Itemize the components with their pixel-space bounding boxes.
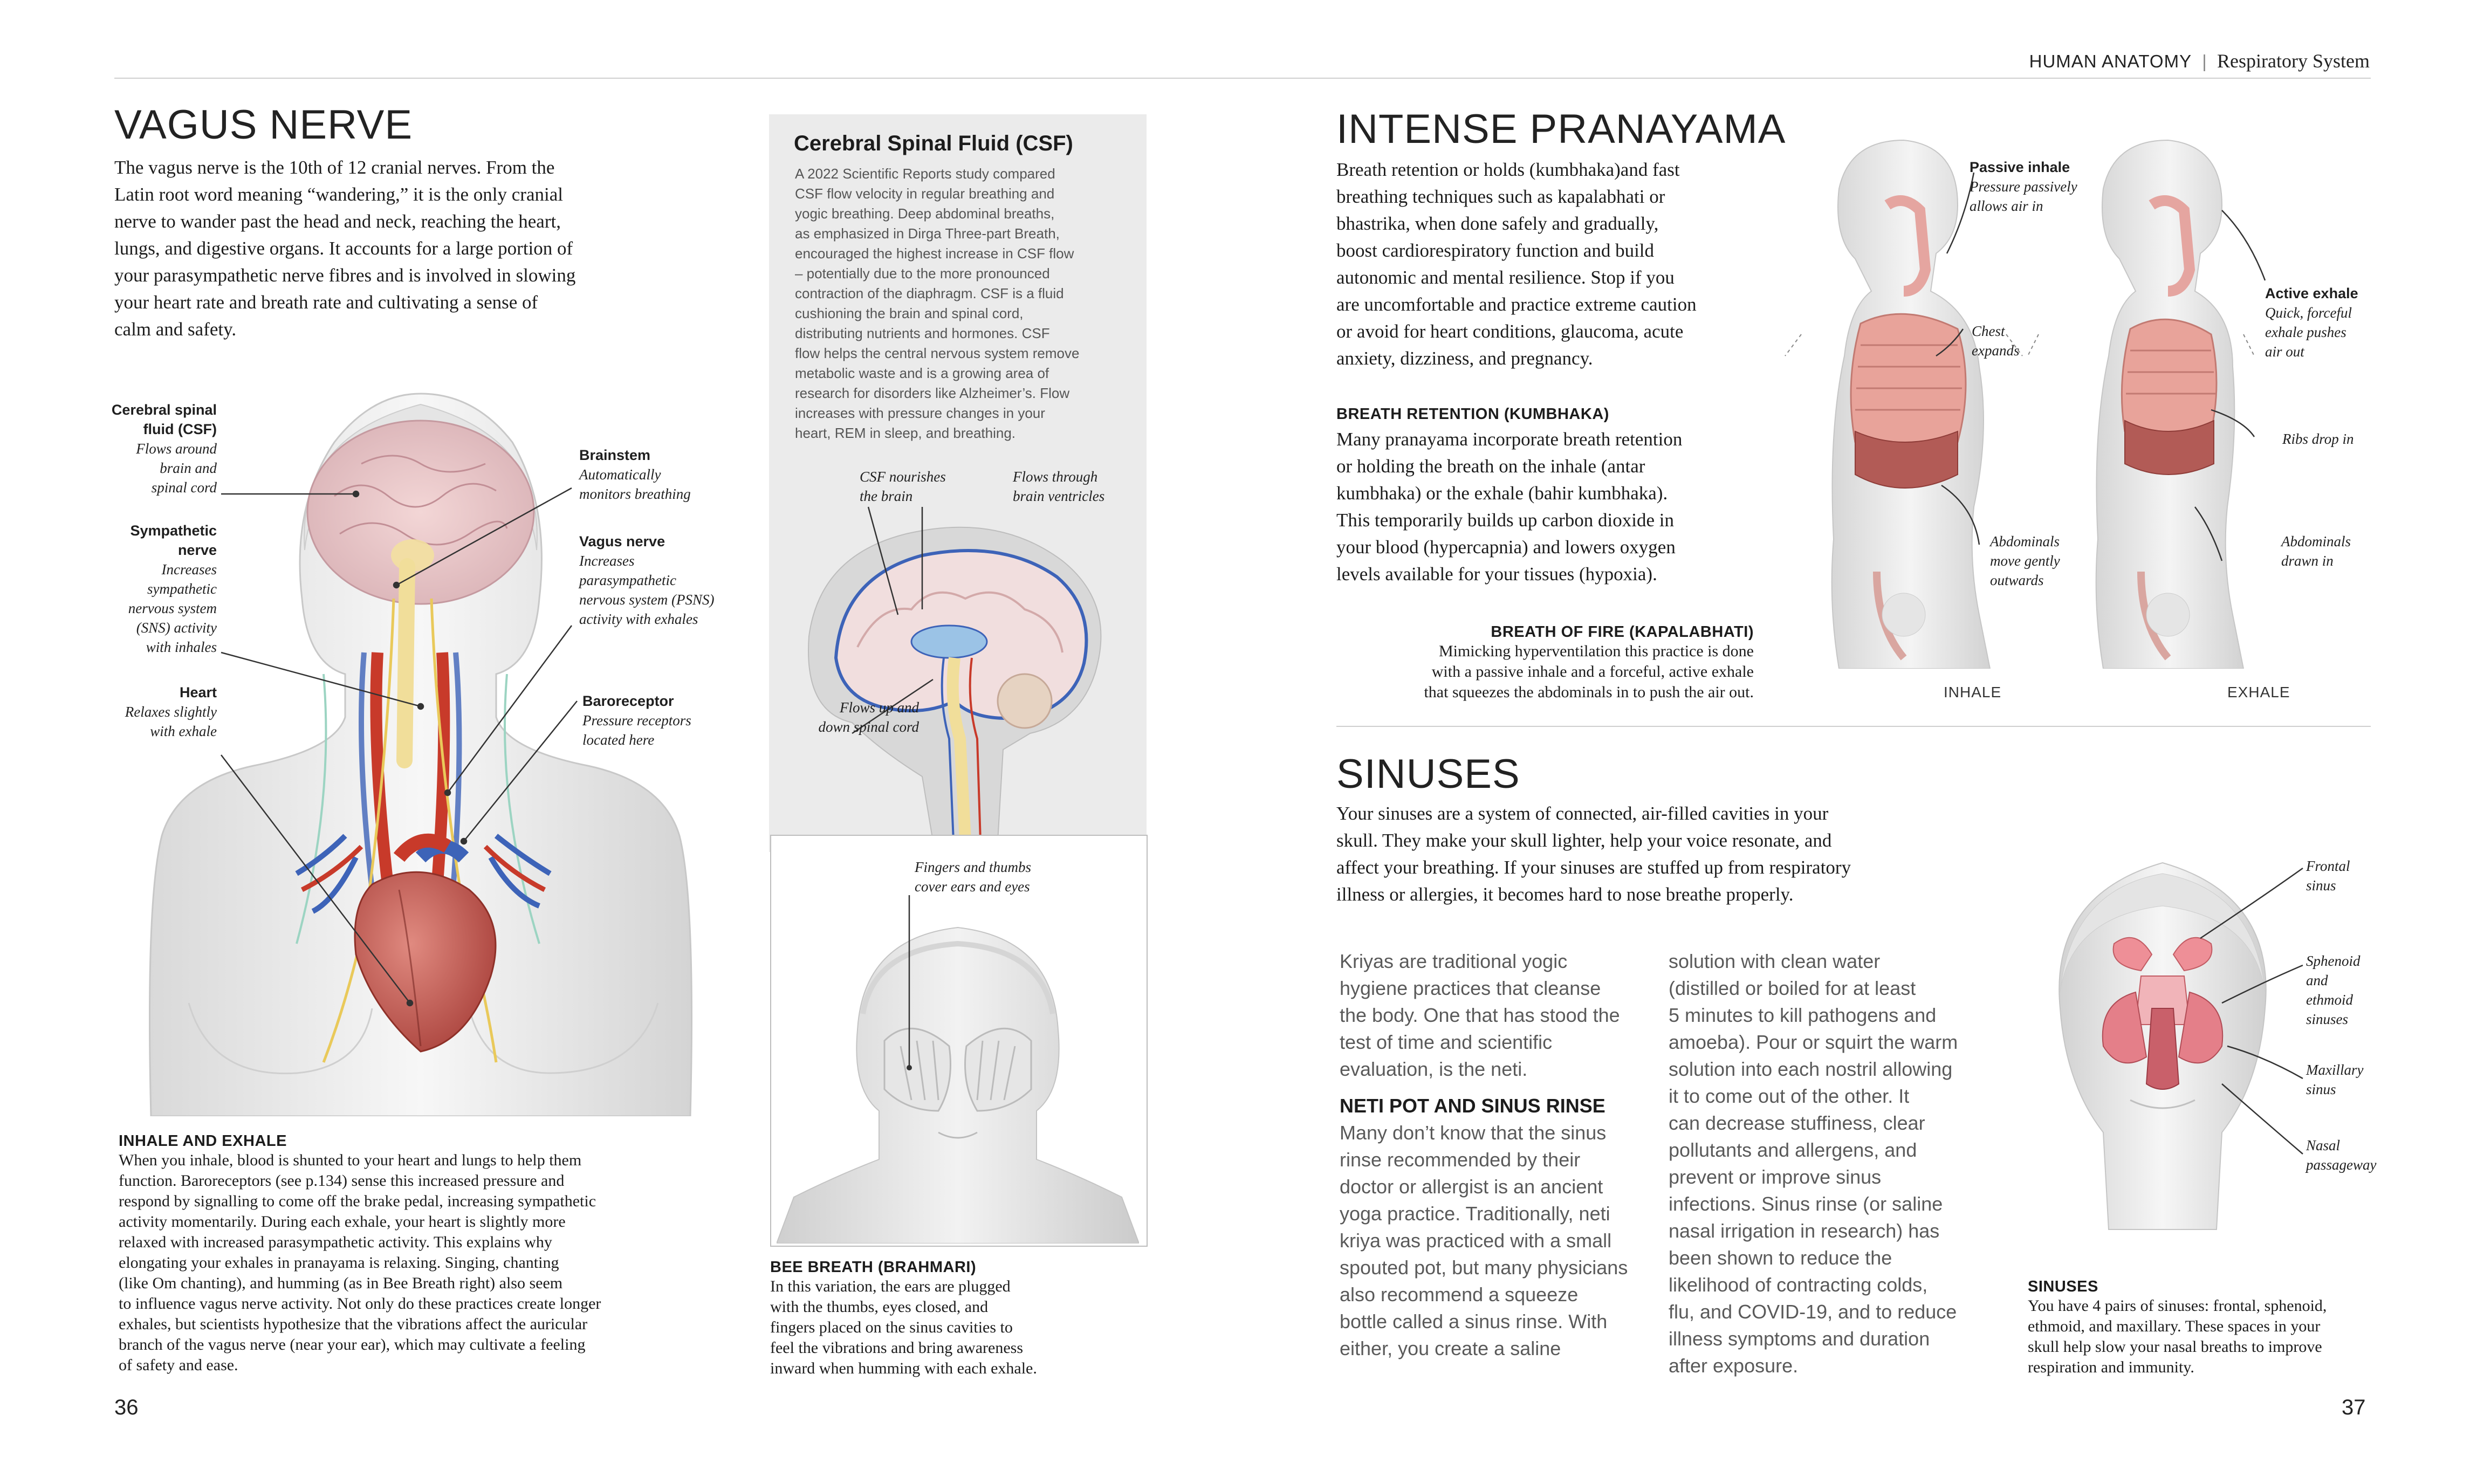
fire-line: that squeezes the abdominals in to push the air out. [1424, 683, 1754, 701]
label-line: sinus [2306, 877, 2336, 894]
header-section: HUMAN ANATOMY [2029, 51, 2192, 71]
sinuses-title: SINUSES [1336, 751, 1520, 797]
label-bold: Heart [179, 684, 217, 700]
pranayama-line: Breath retention or holds (kumbhaka)and fast [1336, 159, 1680, 180]
label-italic: Increases [161, 561, 217, 578]
csf-line: flow helps the central nervous system remove [795, 345, 1080, 361]
label-italic: with inhales [146, 639, 217, 655]
sinuses-line: affect your breathing. If your sinuses are stuffed up from respiratory [1336, 857, 1851, 878]
label-csf-ventricles [1013, 467, 1104, 506]
bee-line: inward when humming with each exhale. [770, 1359, 1037, 1377]
bee-line: In this variation, the ears are plugged [770, 1277, 1011, 1295]
kriya-line: amoeba). Pour or squirt the warm [1669, 1031, 1958, 1053]
sinuses-caption-text [2028, 1296, 2378, 1378]
csf-title: Cerebral Spinal Fluid (CSF) [794, 132, 1073, 155]
neti-line: bottle called a sinus rinse. With [1340, 1310, 1608, 1332]
label-line: CSF nourishes [860, 469, 946, 485]
pranayama-line: breathing techniques such as kapalabhati or [1336, 186, 1665, 207]
label-italic: Relaxes slightly [125, 704, 217, 720]
csf-line: encouraged the highest increase in CSF flow [795, 245, 1074, 262]
sinuses-caption-line: skull help slow your nasal breaths to improve [2028, 1338, 2322, 1356]
retention-line: levels available for your tissues (hypoxia). [1336, 564, 1657, 585]
kriya-column-1 [1340, 948, 1658, 1362]
label-line: Chest [1972, 323, 2005, 339]
page-number-right: 37 [2342, 1396, 2366, 1419]
inhale-exhale-line: to influence vagus nerve activity. Not only do these practices create longer [119, 1295, 601, 1313]
kriya-line: after exposure. [1669, 1355, 1799, 1377]
bee-breath-illustration [777, 906, 1139, 1243]
csf-line: cushioning the brain and spinal cord, [795, 305, 1024, 321]
inhale-exhale-line: function. Baroreceptors (see p.134) sense this increased pressure and [119, 1172, 565, 1190]
vagus-line: calm and safety. [114, 319, 237, 340]
csf-line: A 2022 Scientific Reports study compared [795, 166, 1055, 182]
label-italic: nervous system (PSNS) [579, 592, 715, 608]
label-italic: Quick, forceful [2265, 305, 2352, 321]
sinuses-line: skull. They make your skull lighter, help your voice resonate, and [1336, 830, 1832, 851]
label-italic: nervous system [128, 600, 217, 616]
inhale-exhale-text [119, 1150, 760, 1376]
label-passive-inhale [1970, 157, 2077, 216]
inhale-exhale-line: elongating your exhales in pranayama is relaxing. Singing, chanting [119, 1254, 559, 1272]
label-bold: Vagus nerve [579, 533, 665, 549]
label-bold: Cerebral spinal [111, 402, 217, 418]
label-chest-expands [1972, 321, 2019, 360]
label-frontal-sinus [2306, 856, 2350, 895]
kriya-column-2 [1669, 948, 1992, 1379]
inhale-exhale-line: branch of the vagus nerve (near your ear), which may cultivate a feeling [119, 1336, 586, 1354]
label-italic: located here [582, 732, 655, 748]
label-italic: Pressure receptors [582, 712, 691, 729]
kriya-line: it to come out of the other. It [1669, 1085, 1910, 1107]
csf-line: heart, REM in sleep, and breathing. [795, 425, 1016, 441]
label-line: down spinal cord [818, 719, 919, 735]
label-line: passageway [2306, 1157, 2377, 1173]
sinuses-line: illness or allergies, it becomes hard to nose breathe properly. [1336, 884, 1794, 905]
inhale-exhale-line: relaxed with increased parasympathetic activity. This explains why [119, 1233, 552, 1251]
kriya-line: (distilled or boiled for at least [1669, 977, 1916, 999]
csf-line: CSF flow velocity in regular breathing and [795, 186, 1055, 202]
label-brainstem [579, 445, 763, 504]
fire-heading: BREATH OF FIRE (KAPALABHATI) [1491, 623, 1754, 641]
label-italic: Automatically [579, 466, 661, 483]
label-line: cover ears and eyes [915, 878, 1030, 895]
retention-body [1336, 426, 1800, 588]
neti-line: yoga practice. Traditionally, neti [1340, 1203, 1610, 1225]
kriya-line: Kriyas are traditional yogic [1340, 950, 1568, 972]
csf-line: – potentially due to the more pronounced [795, 265, 1050, 281]
sinuses-caption-heading: SINUSES [2028, 1278, 2098, 1295]
sinuses-line: Your sinuses are a system of connected, air-filled cavities in your [1336, 803, 1829, 824]
label-italic: spinal cord [151, 479, 217, 496]
sinuses-caption-line: respiration and immunity. [2028, 1358, 2194, 1376]
label-vagus-nerve [579, 532, 763, 629]
label-heart [43, 683, 217, 741]
label-line: Frontal [2306, 858, 2350, 874]
sinuses-caption [2028, 1278, 2378, 1378]
label-line: sinus [2306, 1081, 2336, 1097]
fire-line: Mimicking hyperventilation this practice is done [1438, 642, 1754, 660]
label-bold: Sympathetic [130, 523, 217, 539]
label-italic: (SNS) activity [136, 620, 217, 636]
bee-heading: BEE BREATH (BRAHMARI) [770, 1259, 977, 1276]
label-line: Maxillary [2306, 1062, 2364, 1078]
vagus-line: nerve to wander past the head and neck, reaching the heart, [114, 211, 561, 232]
vagus-line: lungs, and digestive organs. It accounts for a large portion of [114, 238, 573, 259]
vagus-line: The vagus nerve is the 10th of 12 cranial nerves. From the [114, 157, 555, 178]
label-italic: parasympathetic [579, 572, 676, 588]
label-line: move gently [1990, 553, 2060, 569]
label-line: Ribs drop in [2282, 431, 2354, 447]
kriya-line: pollutants and allergens, and [1669, 1139, 1917, 1161]
retention-line: This temporarily builds up carbon dioxide in [1336, 510, 1675, 531]
csf-line: increases with pressure changes in your [795, 405, 1045, 421]
label-line: brain ventricles [1013, 488, 1105, 504]
label-csf [43, 400, 217, 497]
label-line: outwards [1990, 572, 2044, 588]
csf-line: as emphasized in Dirga Three-part Breath, [795, 225, 1060, 242]
inhale-exhale-section [119, 1132, 760, 1376]
caption-inhale: INHALE [1944, 684, 2002, 700]
csf-leader-lines [766, 485, 1143, 787]
vagus-line: Latin root word meaning “wandering,” it is the only cranial [114, 184, 563, 205]
neti-line: also recommend a squeeze [1340, 1283, 1579, 1306]
kriya-line: test of time and scientific [1340, 1031, 1553, 1053]
label-italic: monitors breathing [579, 486, 691, 502]
label-line: the brain [860, 488, 913, 504]
sinus-leader-lines [2103, 852, 2308, 1186]
neti-line: kriya was practiced with a small [1340, 1229, 1612, 1252]
label-italic: activity with exhales [579, 611, 698, 627]
inhale-exhale-heading: INHALE AND EXHALE [119, 1132, 287, 1150]
label-italic: allows air in [1970, 198, 2043, 214]
label-line: Nasal [2306, 1137, 2341, 1153]
sinuses-caption-line: You have 4 pairs of sinuses: frontal, sphenoid, [2028, 1297, 2327, 1315]
label-bold: Passive inhale [1970, 159, 2070, 175]
pranayama-line: autonomic and mental resilience. Stop if you [1336, 267, 1675, 288]
inhale-exhale-line: exhales, but scientists hypothesize that the vibrations affect the auricular [119, 1315, 588, 1333]
retention-line: kumbhaka) or the exhale (bahir kumbhaka). [1336, 483, 1668, 504]
label-sphenoid-ethmoid [2306, 951, 2361, 1029]
kriya-line: nasal irrigation in research) has [1669, 1220, 1940, 1242]
neti-line: either, you create a saline [1340, 1337, 1561, 1359]
kriya-line: solution with clean water [1669, 950, 1881, 972]
pranayama-line: are uncomfortable and practice extreme caution [1336, 294, 1697, 315]
running-header [2029, 50, 2370, 72]
fire-line: with a passive inhale and a forceful, active exhale [1431, 663, 1754, 681]
csf-text [795, 164, 1140, 443]
csf-line: distributing nutrients and hormones. CSF [795, 325, 1050, 341]
retention-line: Many pranayama incorporate breath retention [1336, 429, 1683, 450]
label-line: Abdominals [1990, 533, 2060, 549]
kriya-line: the body. One that has stood the [1340, 1004, 1620, 1026]
neti-line: Many don’t know that the sinus [1340, 1122, 1607, 1144]
label-abdominals-in [2281, 532, 2351, 571]
kriya-line: infections. Sinus rinse (or saline [1669, 1193, 1943, 1215]
label-bold: Active exhale [2265, 285, 2358, 301]
label-line: Flows through [1013, 469, 1098, 485]
inhale-exhale-line: respond by signalling to come off the brake pedal, increasing sympathetic [119, 1192, 596, 1210]
caption-exhale: EXHALE [2227, 684, 2290, 700]
label-line: drawn in [2281, 553, 2334, 569]
label-italic: with exhale [150, 723, 217, 739]
kriya-line: prevent or improve sinus [1669, 1166, 1882, 1188]
bee-line: fingers placed on the sinus cavities to [770, 1318, 1013, 1336]
bee-line: with the thumbs, eyes closed, and [770, 1298, 989, 1316]
label-maxillary-sinus [2306, 1060, 2363, 1099]
label-line: expands [1972, 342, 2020, 359]
label-active-exhale [2265, 284, 2358, 361]
label-italic: air out [2265, 343, 2304, 360]
sinuses-body [1336, 800, 2037, 908]
fire-text [1305, 641, 1754, 703]
label-ribs-drop [2282, 429, 2354, 449]
label-italic: exhale pushes [2265, 324, 2346, 340]
pranayama-line: bhastrika, when done safely and gradually, [1336, 213, 1659, 234]
neti-line: spouted pot, but many physicians [1340, 1256, 1628, 1279]
label-bold: nerve [177, 542, 217, 558]
kriya-line: 5 minutes to kill pathogens and [1669, 1004, 1937, 1026]
section-rule [1336, 726, 2371, 727]
label-bold: fluid (CSF) [143, 421, 217, 437]
label-csf-nourishes [860, 467, 946, 506]
label-italic: Pressure passively [1970, 178, 2077, 195]
vagus-line: your parasympathetic nerve fibres and is involved in slowing [114, 265, 576, 286]
neti-heading: NETI POT AND SINUS RINSE [1340, 1095, 1605, 1117]
csf-line: yogic breathing. Deep abdominal breaths, [795, 205, 1055, 222]
pranayama-line: or avoid for heart conditions, glaucoma, acute [1336, 321, 1684, 342]
pranayama-title: INTENSE PRANAYAMA [1336, 106, 1786, 152]
label-italic: sympathetic [147, 581, 217, 597]
retention-line: or holding the breath on the inhale (antar [1336, 456, 1645, 477]
kriya-line: flu, and COVID-19, and to reduce [1669, 1301, 1957, 1323]
label-bold: Brainstem [579, 447, 651, 463]
bee-line: feel the vibrations and bring awareness [770, 1339, 1023, 1357]
label-italic: Increases [579, 553, 635, 569]
retention-heading: BREATH RETENTION (KUMBHAKA) [1336, 406, 1609, 423]
kriya-line: hygiene practices that cleanse [1340, 977, 1601, 999]
vagus-line: your heart rate and breath rate and cultivating a sense of [114, 292, 538, 313]
label-line: Flows up and [839, 699, 919, 716]
pranayama-line: anxiety, dizziness, and pregnancy. [1336, 348, 1593, 369]
bee-text [770, 1276, 1148, 1379]
inhale-exhale-line: When you inhale, blood is shunted to your heart and lungs to help them [119, 1151, 582, 1169]
label-bee [915, 857, 1031, 896]
page-number-left: 36 [114, 1396, 139, 1419]
neti-line: doctor or allergist is an ancient [1340, 1176, 1603, 1198]
vagus-title: VAGUS NERVE [114, 102, 413, 148]
label-abdominals-out [1990, 532, 2060, 590]
csf-line: metabolic waste and is a growing area of [795, 365, 1049, 381]
kriya-line: been shown to reduce the [1669, 1247, 1892, 1269]
label-italic: brain and [160, 460, 217, 476]
label-line: Sphenoid [2306, 953, 2361, 969]
kriya-line: solution into each nostril allowing [1669, 1058, 1953, 1080]
kriya-line: can decrease stuffiness, clear [1669, 1112, 1925, 1134]
label-sympathetic [43, 521, 217, 657]
kriya-line: likelihood of contracting colds, [1669, 1274, 1928, 1296]
kriya-line: evaluation, is the neti. [1340, 1058, 1528, 1080]
csf-line: contraction of the diaphragm. CSF is a fluid [795, 285, 1064, 301]
label-bold: Baroreceptor [582, 693, 674, 709]
retention-line: your blood (hypercapnia) and lowers oxygen [1336, 537, 1676, 558]
pranayama-line: boost cardiorespiratory function and build [1336, 240, 1655, 261]
inhale-exhale-line: activity momentarily. During each exhale, your heart is slightly more [119, 1213, 566, 1231]
label-baroreceptor [582, 691, 755, 750]
bee-caption [770, 1259, 1148, 1379]
bee-leader-line [906, 895, 917, 1078]
label-line: Fingers and thumbs [915, 859, 1031, 875]
pranayama-body [1336, 156, 1800, 372]
label-csf-spinal [777, 698, 919, 737]
label-line: ethmoid [2306, 992, 2353, 1008]
header-separator: | [2202, 51, 2207, 71]
label-line: Abdominals [2281, 533, 2351, 549]
fire-section [1305, 623, 1754, 703]
neti-line: rinse recommended by their [1340, 1149, 1581, 1171]
label-line: and [2306, 972, 2328, 988]
inhale-exhale-line: of safety and ease. [119, 1356, 238, 1374]
inhale-exhale-line: (like Om chanting), and humming (as in Bee Breath right) also seem [119, 1274, 563, 1292]
label-line: sinuses [2306, 1011, 2349, 1027]
label-italic: Flows around [136, 441, 217, 457]
sinuses-caption-line: ethmoid, and maxillary. These spaces in your [2028, 1317, 2321, 1335]
label-nasal-passageway [2306, 1136, 2377, 1174]
kriya-line: illness symptoms and duration [1669, 1328, 1930, 1350]
csf-line: research for disorders like Alzheimer’s. Flow [795, 385, 1070, 401]
header-subsection: Respiratory System [2217, 50, 2370, 72]
